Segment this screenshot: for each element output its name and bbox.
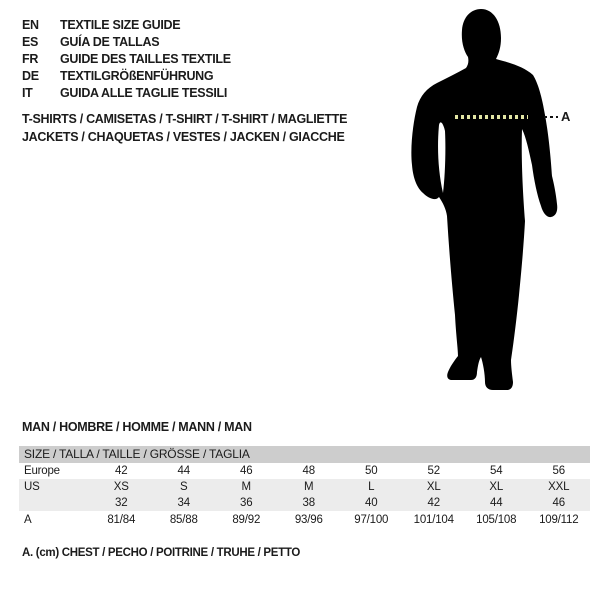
language-guide-title: TEXTILGRÖßENFÜHRUNG <box>60 69 214 83</box>
size-cell: 42 <box>115 465 128 477</box>
size-cell: XXL <box>548 481 570 493</box>
size-cell: 54 <box>490 465 503 477</box>
table-row <box>19 463 590 479</box>
language-code: IT <box>22 86 33 100</box>
size-cell: 40 <box>365 497 378 509</box>
row-label <box>19 495 90 511</box>
row-label: Europe <box>24 465 60 477</box>
language-guide-title: GUIDE DES TAILLES TEXTILE <box>60 52 231 66</box>
size-cell: 48 <box>302 465 315 477</box>
size-cell: 46 <box>552 497 565 509</box>
table-row <box>19 495 590 511</box>
size-cell: XL <box>426 481 441 493</box>
section-title-man: MAN / HOMBRE / HOMME / MANN / MAN <box>22 420 252 434</box>
size-cell: 46 <box>240 465 253 477</box>
size-table-body <box>19 463 590 529</box>
size-cell: M <box>241 481 251 493</box>
language-guide-title: GUÍA DE TALLAS <box>60 35 160 49</box>
size-cell: 105/108 <box>476 514 517 526</box>
language-code: FR <box>22 52 39 66</box>
language-code: EN <box>22 18 39 32</box>
measure-label-a: A <box>561 109 571 124</box>
size-cell: 101/104 <box>413 514 454 526</box>
chest-measure-line <box>455 115 528 119</box>
measurement-footnote: A. (cm) CHEST / PECHO / POITRINE / TRUHE / PETTO <box>22 547 301 559</box>
size-cell: 109/112 <box>539 514 579 526</box>
row-label: A <box>24 514 32 526</box>
size-cell: 97/100 <box>354 514 389 526</box>
size-cell: M <box>304 481 314 493</box>
size-cell: 85/88 <box>169 514 198 526</box>
table-row <box>19 479 590 495</box>
size-cell: 81/84 <box>107 514 136 526</box>
size-table <box>19 446 590 529</box>
size-cell: 34 <box>177 497 190 509</box>
size-cell: 50 <box>365 465 378 477</box>
language-guide-title: TEXTILE SIZE GUIDE <box>60 18 181 32</box>
size-cell: XL <box>489 481 504 493</box>
size-cell: 89/92 <box>232 514 261 526</box>
size-cell: 36 <box>240 497 253 509</box>
size-cell: L <box>368 481 375 493</box>
size-cell: 52 <box>427 465 440 477</box>
size-cell: 42 <box>427 497 440 509</box>
language-code: ES <box>22 35 39 49</box>
size-cell: 56 <box>552 465 565 477</box>
size-cell: 93/96 <box>294 514 323 526</box>
size-cell: S <box>180 481 188 493</box>
category-line-tshirts: T-SHIRTS / CAMISETAS / T-SHIRT / T-SHIRT / MAGLIETTE <box>22 112 348 126</box>
table-row <box>19 511 590 529</box>
size-cell: 44 <box>177 465 190 477</box>
size-cell: 44 <box>490 497 503 509</box>
measure-leader-line <box>544 116 558 118</box>
row-label: US <box>24 481 40 493</box>
language-guide-title: GUIDA ALLE TAGLIE TESSILI <box>60 86 228 100</box>
size-cell: 38 <box>302 497 315 509</box>
size-cell: XS <box>113 481 129 493</box>
size-table-header: SIZE / TALLA / TAILLE / GRÖSSE / TAGLIA <box>19 446 590 463</box>
category-line-jackets: JACKETS / CHAQUETAS / VESTES / JACKEN / GIACCHE <box>22 130 345 144</box>
man-silhouette-icon <box>405 5 570 400</box>
size-cell: 32 <box>115 497 128 509</box>
language-code: DE <box>22 69 39 83</box>
